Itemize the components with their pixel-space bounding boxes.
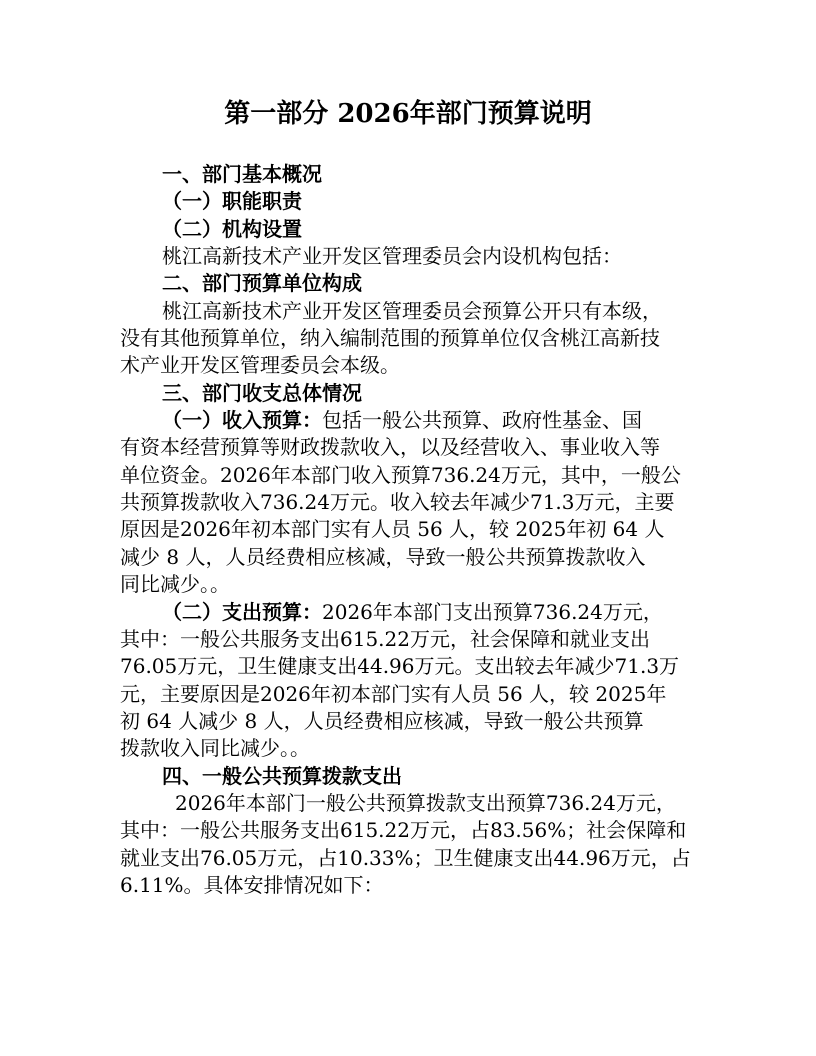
paragraph-line <box>162 405 742 435</box>
paragraph-line: 6.11%。具体安排情况如下： <box>120 873 384 897</box>
heading-dept-overview: 一、部门基本概况 <box>162 162 322 186</box>
paragraph-line: 有资本经营预算等财政拨款收入，以及经营收入、事业收入等 <box>120 435 660 459</box>
heading-revenue-expenditure: 三、部门收支总体情况 <box>162 381 362 405</box>
paragraph-line <box>162 597 742 627</box>
paragraph-line: 同比减少。。 <box>120 572 230 596</box>
paragraph-line: 共预算拨款收入736.24万元。收入较去年减少71.3万元，主要 <box>120 490 675 514</box>
paragraph-text: 包括一般公共预算、政府性基金、国 <box>322 408 642 432</box>
subheading-organization: （二）机构设置 <box>162 217 302 241</box>
expenditure-budget-label: （二）支出预算： <box>162 600 322 624</box>
heading-budget-units: 二、部门预算单位构成 <box>162 271 362 295</box>
paragraph-line: 就业支出76.05万元，占10.33%；卫生健康支出44.96万元，占 <box>120 846 691 870</box>
paragraph-line: 桃江高新技术产业开发区管理委员会预算公开只有本级， <box>162 299 662 323</box>
paragraph-line: 减少 8 人，人员经费相应核减，导致一般公共预算拨款收入 <box>120 545 646 569</box>
subheading-functions: （一）职能职责 <box>162 189 302 213</box>
paragraph-line: 76.05万元，卫生健康支出44.96万元。支出较去年减少71.3万 <box>120 654 680 678</box>
paragraph-line: 其中：一般公共服务支出615.22万元，社会保障和就业支出 <box>120 627 650 651</box>
paragraph-line: 元，主要原因是2026年初本部门实有人员 56 人，较 2025年 <box>120 682 667 706</box>
paragraph-line: 原因是2026年初本部门实有人员 56 人，较 2025年初 64 人 <box>120 517 665 541</box>
paragraph-line: 拨款收入同比减少。。 <box>120 736 310 760</box>
revenue-budget-label: （一）收入预算： <box>162 408 322 432</box>
paragraph-line: 单位资金。2026年本部门收入预算736.24万元，其中，一般公 <box>120 463 681 487</box>
paragraph-line: 初 64 人减少 8 人，人员经费相应核减，导致一般公共预算 <box>120 709 644 733</box>
paragraph-line: 桃江高新技术产业开发区管理委员会内设机构包括： <box>162 244 622 268</box>
page-title: 第一部分 2026年部门预算说明 <box>224 99 592 129</box>
paragraph-line: 术产业开发区管理委员会本级。 <box>120 353 400 377</box>
paragraph-line: 没有其他预算单位，纳入编制范围的预算单位仅含桃江高新技 <box>120 326 660 350</box>
paragraph-text: 2026年本部门支出预算736.24万元， <box>322 600 663 624</box>
heading-general-budget-expenditure: 四、一般公共预算拨款支出 <box>162 764 402 788</box>
paragraph-line: 2026年本部门一般公共预算拨款支出预算736.24万元， <box>175 791 676 815</box>
paragraph-line: 其中：一般公共服务支出615.22万元，占83.56%；社会保障和 <box>120 818 687 842</box>
